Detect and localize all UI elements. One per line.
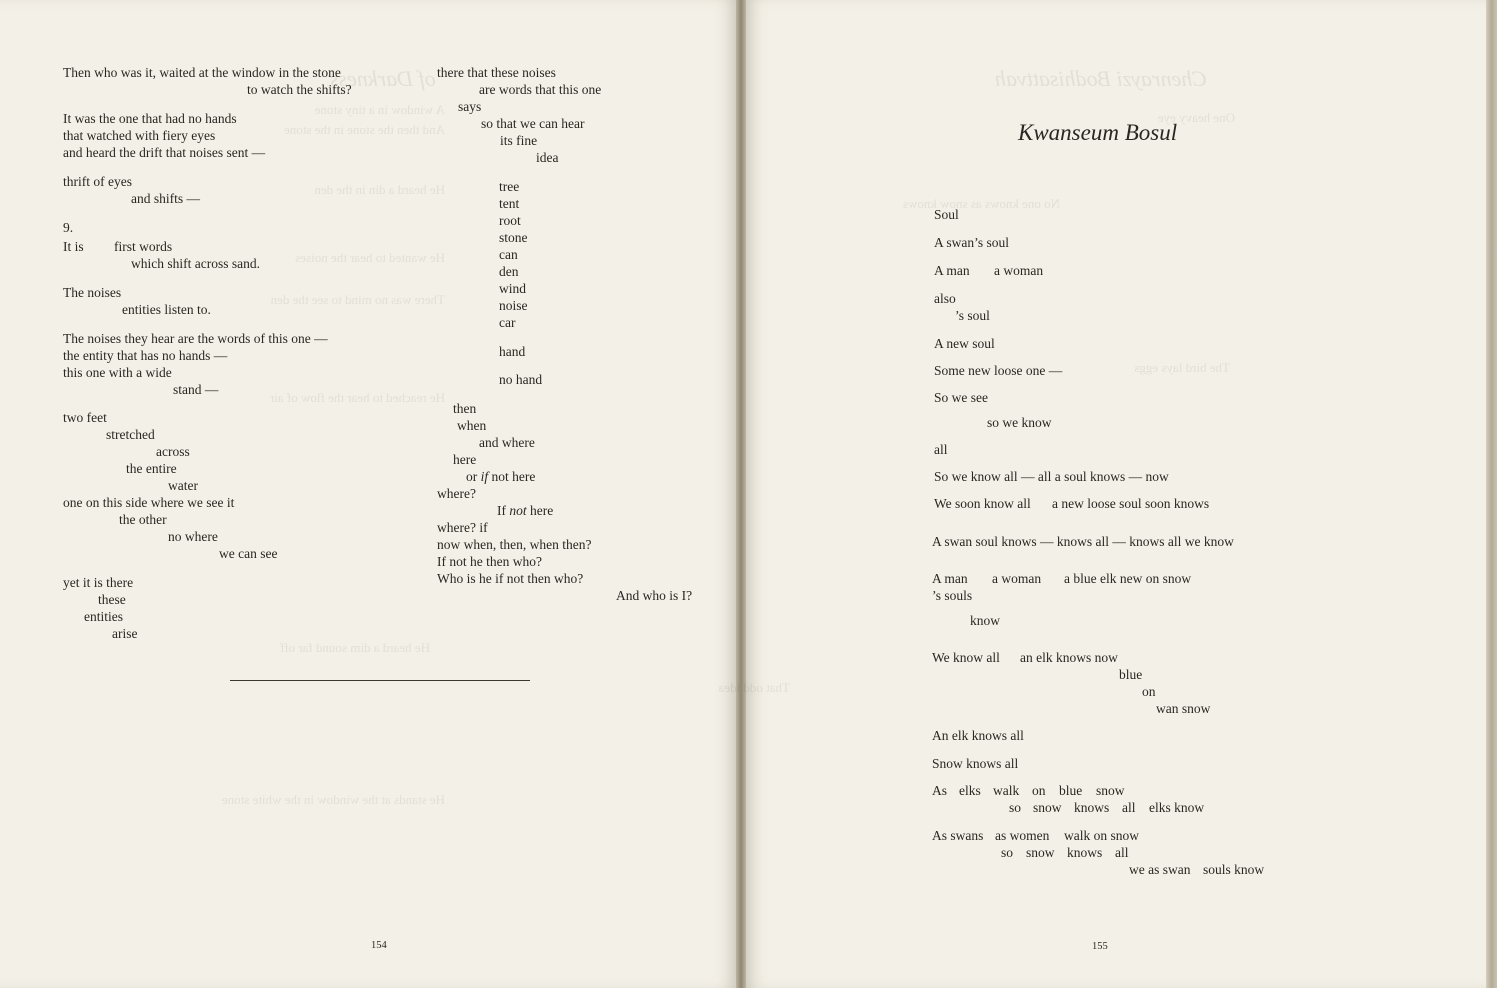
- poem-line: A new soul: [934, 336, 995, 351]
- poem-line: entities: [84, 609, 123, 624]
- section-rule: [230, 680, 530, 681]
- poem-word: we as swan: [1129, 862, 1191, 877]
- poem-line: this one with a wide: [63, 365, 172, 380]
- poem-word: As: [932, 783, 948, 798]
- poem-line: across: [156, 444, 190, 459]
- poem-line: car: [499, 315, 516, 330]
- show-through-title-right: Chenrayzi Bodhisattvah: [995, 66, 1208, 91]
- poem-line: now when, then, when then?: [437, 537, 592, 552]
- poem-line: A man: [934, 263, 970, 278]
- poem-line: all: [934, 442, 948, 457]
- poem-line: first words: [114, 239, 173, 254]
- poem-line: wan snow: [1156, 701, 1211, 716]
- poem-line: water: [168, 478, 198, 493]
- poem-line: to watch the shifts?: [247, 82, 352, 97]
- poem-line: then: [453, 401, 477, 416]
- poem-line: can: [499, 247, 518, 262]
- book-gutter: [736, 0, 746, 988]
- poem-word: so: [1009, 800, 1022, 815]
- poem-word: walk on snow: [1064, 828, 1139, 843]
- poem-line: root: [499, 213, 521, 228]
- poem-line: the entity that has no hands —: [63, 348, 228, 363]
- poem-line: no where: [168, 529, 218, 544]
- show-through-title-left: of Darkness: [330, 66, 436, 91]
- poem-word: elks know: [1149, 800, 1205, 815]
- poem-line: on: [1142, 684, 1156, 699]
- poem-line: also: [934, 291, 956, 306]
- poem-line: that watched with fiery eyes: [63, 128, 216, 143]
- poem-line: ’s souls: [932, 588, 973, 603]
- poem-line: and heard the drift that noises sent —: [63, 145, 266, 160]
- page-edge: [1486, 0, 1497, 988]
- poem-line: Snow knows all: [932, 756, 1019, 771]
- poem-line: and shifts —: [131, 191, 200, 206]
- poem-line: den: [499, 264, 519, 279]
- poem-line: these: [98, 592, 126, 607]
- word: not here: [491, 469, 536, 484]
- section-number: 9.: [63, 220, 74, 235]
- poem-line: entities listen to.: [122, 302, 211, 317]
- poem-word: all: [1122, 800, 1136, 815]
- poem-line: so we know: [987, 415, 1052, 430]
- poem-line: Then who was it, waited at the window in the stone: [63, 65, 341, 80]
- poem-line: says: [458, 99, 482, 114]
- poem-line: [497, 503, 553, 519]
- poem-word: knows: [1074, 800, 1110, 815]
- poem-line: So we see: [934, 390, 988, 405]
- poem-line: [466, 469, 535, 485]
- poem-line: A man: [932, 571, 968, 586]
- poem-line: no hand: [499, 372, 543, 387]
- poem-word: walk: [993, 783, 1020, 798]
- poem-line: and where: [479, 435, 535, 450]
- poem-line: know: [970, 613, 1000, 628]
- poem-line: here: [453, 452, 477, 467]
- poem-line: It is: [63, 239, 84, 254]
- show-through-text: He wanted to hear the noises: [295, 250, 445, 265]
- poem-line: So we know all — all a soul knows — now: [934, 469, 1169, 484]
- poem-line: a new loose soul soon knows: [1052, 496, 1210, 511]
- poem-line: thrift of eyes: [63, 174, 132, 189]
- poem-line: a woman: [994, 263, 1044, 278]
- poem-line: tent: [499, 196, 520, 211]
- poem-line: are words that this one: [479, 82, 602, 97]
- poem-line: We know all: [932, 650, 1000, 665]
- word: If: [497, 503, 506, 518]
- poem-line: An elk knows all: [932, 728, 1024, 743]
- poem-line: wind: [499, 281, 526, 296]
- poem-word: all: [1115, 845, 1129, 860]
- poem-line: two feet: [63, 410, 107, 425]
- italic-word: not: [509, 503, 527, 518]
- poem-line: tree: [499, 179, 520, 194]
- poem-line: where? if: [437, 520, 488, 535]
- poem-line: the entire: [126, 461, 177, 476]
- poem-line: arise: [112, 626, 138, 641]
- poem-line: blue: [1119, 667, 1143, 682]
- poem-line: Some new loose one —: [934, 363, 1063, 378]
- show-through-text: He stands at the window in the white stone: [221, 792, 445, 807]
- show-through-text: There was no mind to see the den: [270, 292, 445, 307]
- page-number-left: 154: [371, 940, 387, 951]
- poem-line: It was the one that had no hands: [63, 111, 237, 126]
- poem-line: one on this side where we see it: [63, 495, 235, 510]
- show-through-text: And then the stone in the stone: [283, 122, 445, 137]
- show-through-text: He heard a dim sound far off: [280, 640, 430, 655]
- poem-line: stretched: [106, 427, 155, 442]
- poem-line: The noises they hear are the words of this one —: [63, 331, 328, 346]
- poem-line: when: [457, 418, 487, 433]
- poem-word: so: [1001, 845, 1014, 860]
- poem-word: on: [1032, 783, 1046, 798]
- show-through-text: The bird lays eggs: [1134, 360, 1230, 375]
- italic-word: if: [480, 469, 489, 484]
- poem-line: so that we can hear: [481, 116, 585, 131]
- word: here: [530, 503, 554, 518]
- poem-word: as women: [995, 828, 1050, 843]
- poem-line: we can see: [219, 546, 278, 561]
- page-number-right: 155: [1092, 941, 1108, 952]
- poem-line: Who is he if not then who?: [437, 571, 584, 586]
- poem-line: where?: [437, 486, 476, 501]
- poem-line: stand —: [173, 382, 219, 397]
- poem-line: stone: [499, 230, 528, 245]
- poem-word: snow: [1033, 800, 1062, 815]
- show-through-text: He reached to hear the flow of air: [269, 390, 445, 405]
- poem-line: an elk knows now: [1020, 650, 1118, 665]
- poem-word: elks: [959, 783, 981, 798]
- poem-line: its fine: [500, 133, 538, 148]
- show-through-text: A window in a tiny stone: [314, 102, 445, 117]
- poem-line: noise: [499, 298, 528, 313]
- poem-line: a blue elk new on snow: [1064, 571, 1192, 586]
- poem-line: idea: [536, 150, 559, 165]
- poem-line: If not he then who?: [437, 554, 542, 569]
- poem-word: snow: [1096, 783, 1125, 798]
- word: or: [466, 469, 478, 484]
- poem-line: And who is I?: [616, 588, 693, 603]
- poem-line: which shift across sand.: [131, 256, 260, 271]
- poem-line: there that these noises: [437, 65, 556, 80]
- poem-line: A swan’s soul: [934, 235, 1010, 250]
- poem-line: a woman: [992, 571, 1042, 586]
- poem-word: snow: [1026, 845, 1055, 860]
- poem-line: hand: [499, 344, 526, 359]
- poem-line: Soul: [934, 207, 959, 222]
- poem-word: souls know: [1203, 862, 1265, 877]
- poem-word: knows: [1067, 845, 1103, 860]
- show-through-text: That odd idea: [718, 680, 790, 695]
- poem-line: The noises: [63, 285, 122, 300]
- poem-line: ’s soul: [955, 308, 990, 323]
- show-through-text: No one knows as snow knows: [902, 196, 1060, 211]
- poem-word: As swans: [932, 828, 984, 843]
- poem-line: yet it is there: [63, 575, 134, 590]
- poem-line: We soon know all: [934, 496, 1031, 511]
- show-through-text: One heavy eye: [1157, 110, 1235, 125]
- show-through-text: He heard a din in the den: [314, 182, 445, 197]
- poem-title: Kwanseum Bosul: [1018, 120, 1178, 145]
- poem-line: A swan soul knows — knows all — knows all we know: [932, 534, 1234, 549]
- poem-line: the other: [119, 512, 167, 527]
- poem-word: blue: [1059, 783, 1083, 798]
